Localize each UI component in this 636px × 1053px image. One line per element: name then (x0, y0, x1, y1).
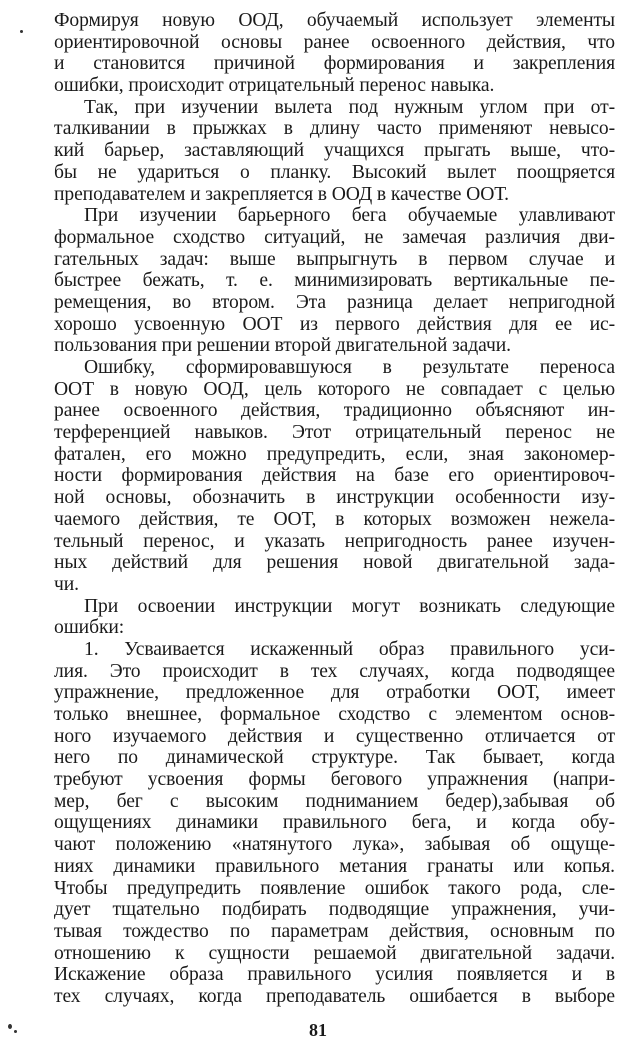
text-line: чают положению «натянутого лука», забывая об ощуще- (54, 834, 615, 856)
text-line: ранее освоенного действия, традиционно объясняют ин- (54, 400, 615, 422)
text-line: При изучении барьерного бега обучаемые улавливают (84, 205, 615, 227)
text-line: Так, при изучении вылета под нужным углом при от- (84, 96, 615, 118)
paragraph-5 (54, 596, 615, 639)
text-line: тельный перенос, и указать непригодность ранее изучен- (54, 530, 615, 552)
text-line: преподавателем и закрепляется в ООД в качестве ООТ. (54, 183, 509, 205)
text-line: хорошо усвоенную ООТ из первого действия для ее ис- (54, 313, 615, 335)
text-line: отношению к сущности решаемой двигательной задачи. (54, 942, 615, 964)
page-number: 81 (309, 1020, 327, 1040)
text-line: ности формирования действия на базе его ориентировоч- (54, 465, 615, 487)
text-line: ошибки, происходит отрицательный перенос навыка. (54, 75, 495, 97)
paragraph-3 (54, 205, 615, 357)
text-line: чи. (54, 573, 79, 595)
text-line: ошибки: (54, 617, 125, 639)
text-line: бы не удариться о планку. Высокий вылет поощряется (54, 161, 615, 183)
text-line: ориентировочной основы ранее освоенного действия, что (54, 31, 615, 53)
text-line: ощущениях динамики правильного бега, и когда обу- (54, 812, 615, 834)
text-line: фатален, его можно предупредить, если, зная закономер- (54, 443, 615, 465)
paragraph-4 (54, 357, 615, 596)
text-line: быстрее бежать, т. е. минимизировать вертикальные пе- (54, 270, 615, 292)
text-line: мер, бег с высоким подниманием бедер),забывая об (54, 790, 615, 812)
text-line: пользования при решении второй двигательной задачи. (54, 335, 511, 357)
text-line: Формируя новую ООД, обучаемый использует элементы (54, 10, 615, 31)
paragraph-1 (54, 10, 615, 97)
text-line: дует тщательно подбирать подводящие упражнения, учи- (54, 899, 615, 921)
text-line: терференцией навыков. Этот отрицательный перенос не (54, 422, 615, 444)
text-line: При освоении инструкции могут возникать следующие (84, 595, 615, 617)
text-line: тывая тождество по параметрам действия, основным по (54, 920, 615, 942)
text-line: Искажение образа правильного усилия появляется и в (54, 964, 615, 986)
text-line: лия. Это происходит в тех случаях, когда подводящее (54, 660, 615, 682)
text-line: него по динамической структуре. Так бывает, когда (54, 747, 615, 769)
text-line: талкивании в прыжках в длину часто применяют невысо- (54, 118, 615, 140)
text-line: требуют усвоения формы бегового упражнения (напри- (54, 769, 615, 791)
text-line: ного изучаемого действия и существенно отличается от (54, 725, 615, 747)
text-line: и становится причиной формирования и закрепления (54, 53, 615, 75)
scan-speck-mark (20, 30, 23, 33)
text-line: Ошибку, сформировавшуюся в результате переноса (84, 357, 615, 378)
text-line: 1. Усваивается искаженный образ правильного уси- (84, 638, 615, 660)
text-line: тех случаях, когда преподаватель ошибается в выборе (54, 985, 615, 1007)
text-line: кий барьер, заставляющий учащихся прыгать выше, что- (54, 140, 615, 162)
text-line: только внешнее, формальное сходство с элементом основ- (54, 704, 615, 725)
paragraph-6 (54, 639, 615, 1008)
scan-speck-mark (14, 1030, 17, 1033)
text-line: гательных задач: выше выпрыгнуть в первом случае и (54, 248, 615, 270)
text-line: упражнение, предложенное для отработки ООТ, имеет (54, 682, 615, 704)
text-line: ниях динамики правильного метания гранаты или копья. (54, 855, 615, 877)
text-line: формальное сходство ситуаций, не замечая различия дви- (54, 226, 615, 248)
paragraph-2 (54, 97, 615, 205)
text-line: ремещения, во втором. Эта разница делает непригодной (54, 291, 615, 313)
text-line: Чтобы предупредить появление ошибок такого рода, сле- (54, 877, 615, 899)
text-line: ООТ в новую ООД, цель которого не совпадает с целью (54, 378, 615, 400)
text-line: чаемого действия, те ООТ, в которых возможен нежела- (54, 508, 615, 530)
page-body-text (54, 10, 615, 1008)
scan-speck-mark (8, 1024, 12, 1029)
text-line: ных действий для решения новой двигательной зада- (54, 552, 615, 574)
text-line: ной основы, обозначить в инструкции особенности изу- (54, 487, 615, 509)
